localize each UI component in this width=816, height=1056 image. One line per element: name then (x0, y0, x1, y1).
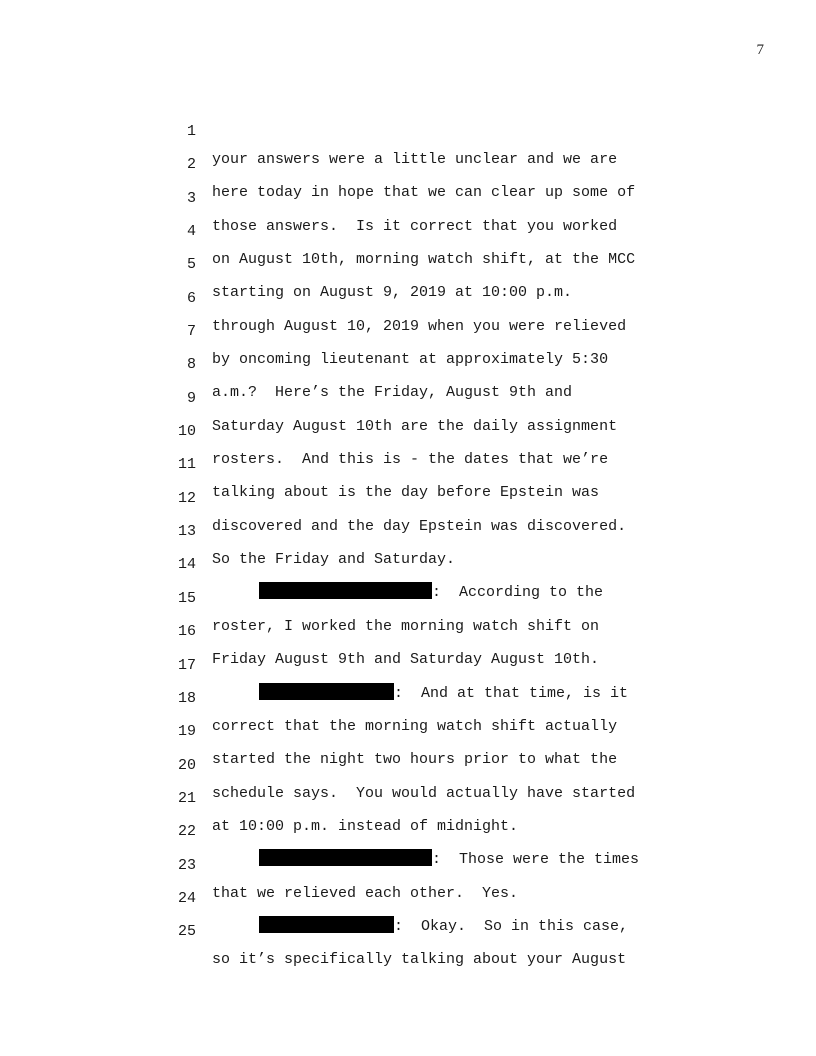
line-number: 15 (177, 589, 196, 607)
line-number: 14 (177, 556, 196, 574)
line-number: 19 (177, 723, 196, 741)
line-number: 21 (177, 789, 196, 807)
line-text: So the Friday and Saturday. (212, 551, 456, 569)
line-number: 10 (177, 423, 196, 441)
line-text: so it’s specifically talking about your August (212, 951, 627, 969)
line-text: starting on August 9, 2019 at 10:00 p.m. (212, 284, 573, 302)
line-number: 22 (177, 823, 196, 841)
line-text: started the night two hours prior to what the (212, 751, 618, 769)
line-number: 23 (177, 856, 196, 874)
line-text: : And at that time, is it (394, 684, 629, 702)
line-number: 20 (177, 756, 196, 774)
line-text: on August 10th, morning watch shift, at the MCC (212, 251, 636, 269)
line-number: 18 (177, 689, 196, 707)
line-text: those answers. Is it correct that you worked (212, 217, 618, 235)
line-number: 5 (186, 256, 196, 274)
line-text: roster, I worked the morning watch shift on (212, 617, 600, 635)
line-text: at 10:00 p.m. instead of midnight. (212, 817, 519, 835)
line-text: discovered and the day Epstein was discovered. (212, 517, 627, 535)
line-text: Saturday August 10th are the daily assignment (212, 417, 618, 435)
line-number: 3 (186, 189, 196, 207)
line-number: 4 (186, 223, 196, 241)
line-text: by oncoming lieutenant at approximately 5:30 (212, 351, 609, 369)
line-text: your answers were a little unclear and we are (212, 151, 618, 168)
line-text: : Okay. So in this case, (394, 917, 629, 935)
line-number: 2 (186, 156, 196, 174)
line-number: 13 (177, 523, 196, 541)
line-number: 1 (186, 123, 196, 140)
line-text: Friday August 9th and Saturday August 10th. (212, 651, 600, 669)
line-text: : Those were the times (432, 851, 640, 869)
line-number: 9 (186, 389, 196, 407)
line-text: rosters. And this is - the dates that we’re (212, 451, 609, 469)
line-number: 25 (177, 923, 196, 941)
transcript-body (0, 90, 816, 969)
line-text: through August 10, 2019 when you were relieved (212, 317, 627, 335)
page-number: 7 (756, 42, 764, 58)
line-text: a.m.? Here’s the Friday, August 9th and (212, 384, 573, 402)
line-number: 8 (186, 356, 196, 374)
line-text: talking about is the day before Epstein was (212, 484, 600, 502)
line-text: here today in hope that we can clear up some of (212, 184, 636, 202)
line-number: 17 (177, 656, 196, 674)
line-text: schedule says. You would actually have started (212, 784, 636, 802)
line-number: 11 (177, 456, 196, 474)
line-text: that we relieved each other. Yes. (212, 884, 519, 902)
line-number: 12 (177, 489, 196, 507)
line-text: correct that the morning watch shift actually (212, 717, 618, 735)
line-number: 24 (177, 889, 196, 907)
line-number: 7 (186, 323, 196, 341)
line-number: 6 (186, 289, 196, 307)
line-number: 16 (177, 623, 196, 641)
transcript-line (0, 90, 816, 168)
line-text: : According to the (432, 584, 604, 602)
